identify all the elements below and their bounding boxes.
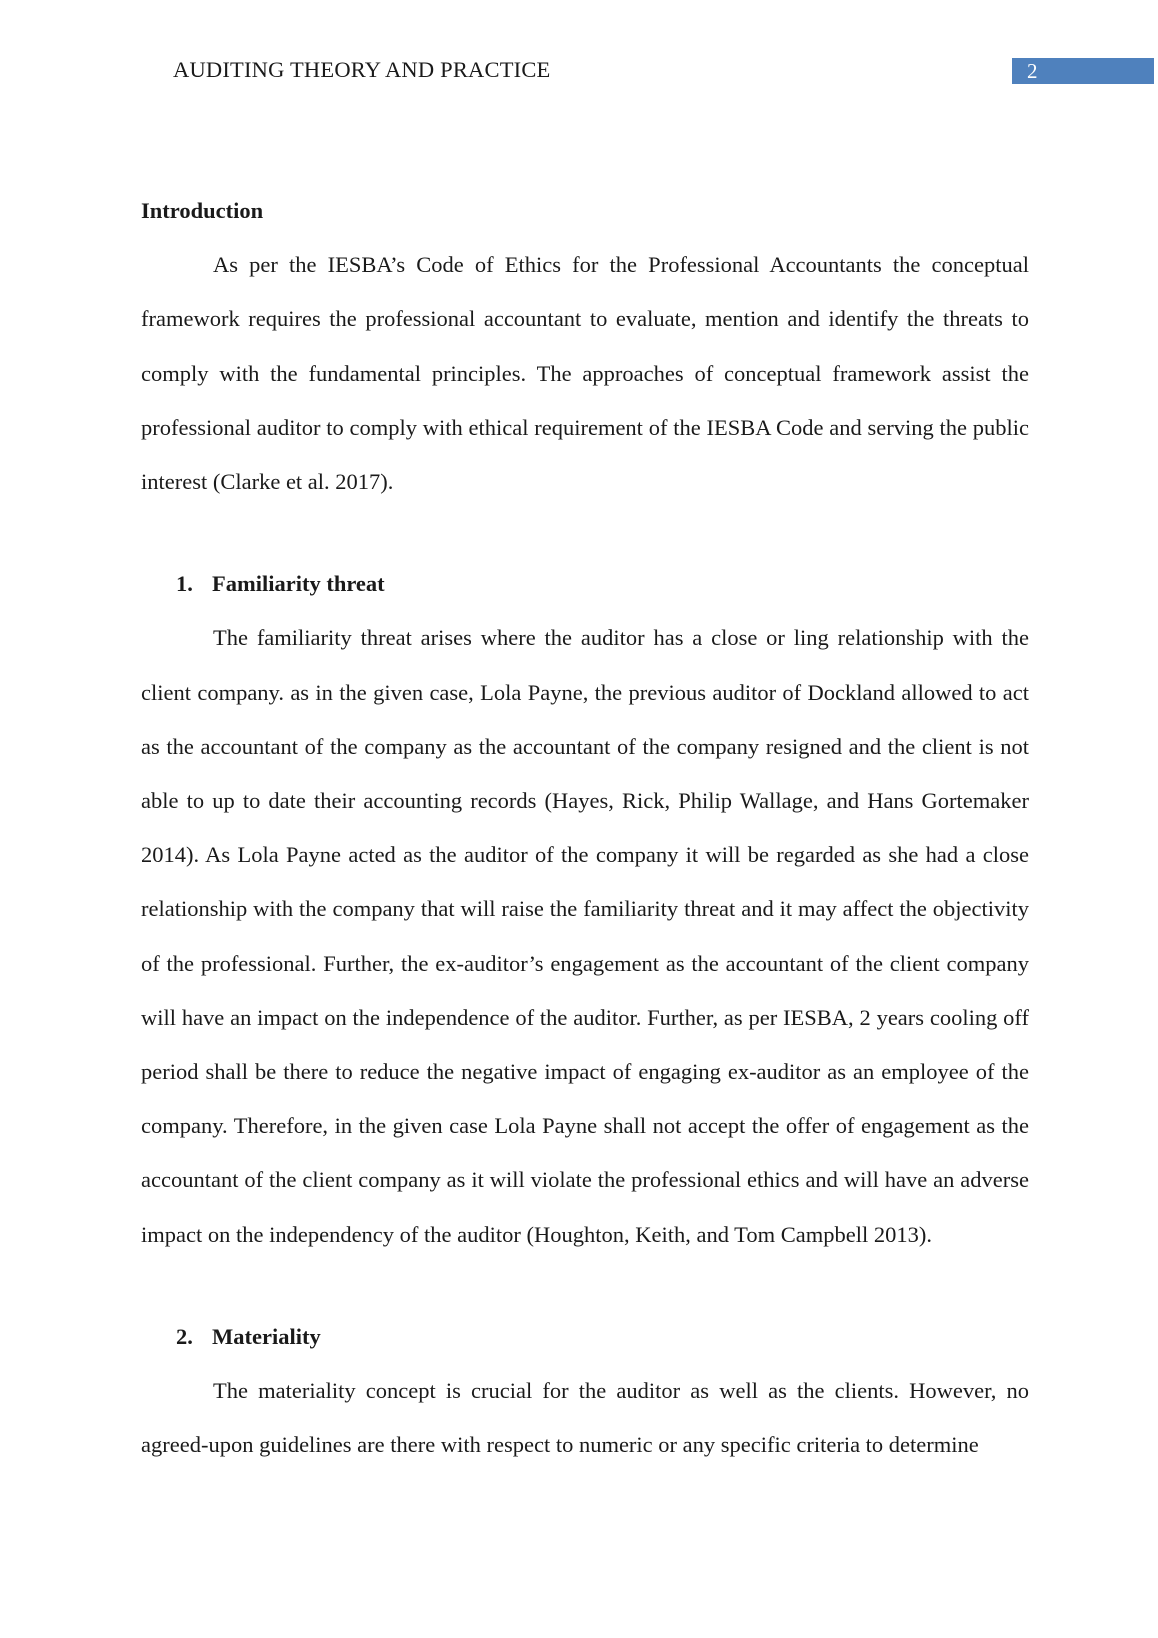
familiarity-threat-paragraph: The familiarity threat arises where the auditor has a close or ling relationship with the client company. as in the given case, Lola Payne, the previous auditor of Dockland allowed to act as the accountant of the company as the accountant of the company resigned and the client is not able to up to date their accounting records (Hayes, Rick, Philip Wallage, and Hans Gortemaker 2014). As Lola Payne acted as the auditor of the company it will be regarded as she had a close relationship with the company that will raise the familiarity threat and it may affect the objectivity of the professional. Further, the ex-auditor’s engagement as the accountant of the client company will have an impact on the independence of the auditor. Further, as per IESBA, 2 years cooling off period shall be there to reduce the negative impact of engaging ex-auditor as an employee of the company. Therefore, in the given case Lola Payne shall not accept the offer of engagement as the accountant of the client company as it will violate the professional ethics and will have an adverse impact on the independency of the auditor (Houghton, Keith, and Tom Campbell 2013). bbox=[141, 625, 1029, 1247]
running-head: AUDITING THEORY AND PRACTICE bbox=[173, 57, 551, 82]
section-title: Familiarity threat bbox=[212, 571, 385, 597]
section-title: Materiality bbox=[212, 1323, 321, 1349]
section-spacer bbox=[141, 509, 1029, 557]
section-number: 2. bbox=[176, 1323, 193, 1349]
section-spacer bbox=[141, 1262, 1029, 1310]
page-number: 2 bbox=[1012, 58, 1154, 84]
section-heading-materiality bbox=[141, 1310, 1029, 1364]
introduction-paragraph: As per the IESBA’s Code of Ethics for the Professional Accountants the conceptual framework requires the professional accountant to evaluate, mention and identify the threats to comply with the fundamental principles. The approaches of conceptual framework assist the professional auditor to comply with ethical requirement of the IESBA Code and serving the public interest (Clarke et al. 2017). bbox=[141, 252, 1029, 495]
section-heading-familiarity-threat bbox=[141, 557, 1029, 611]
document-body bbox=[141, 184, 1029, 1472]
introduction-heading: Introduction bbox=[141, 198, 264, 223]
section-number: 1. bbox=[176, 571, 193, 597]
materiality-paragraph: The materiality concept is crucial for the auditor as well as the clients. However, no agreed-upon guidelines are there with respect to numeric or any specific criteria to determine bbox=[141, 1378, 1029, 1458]
